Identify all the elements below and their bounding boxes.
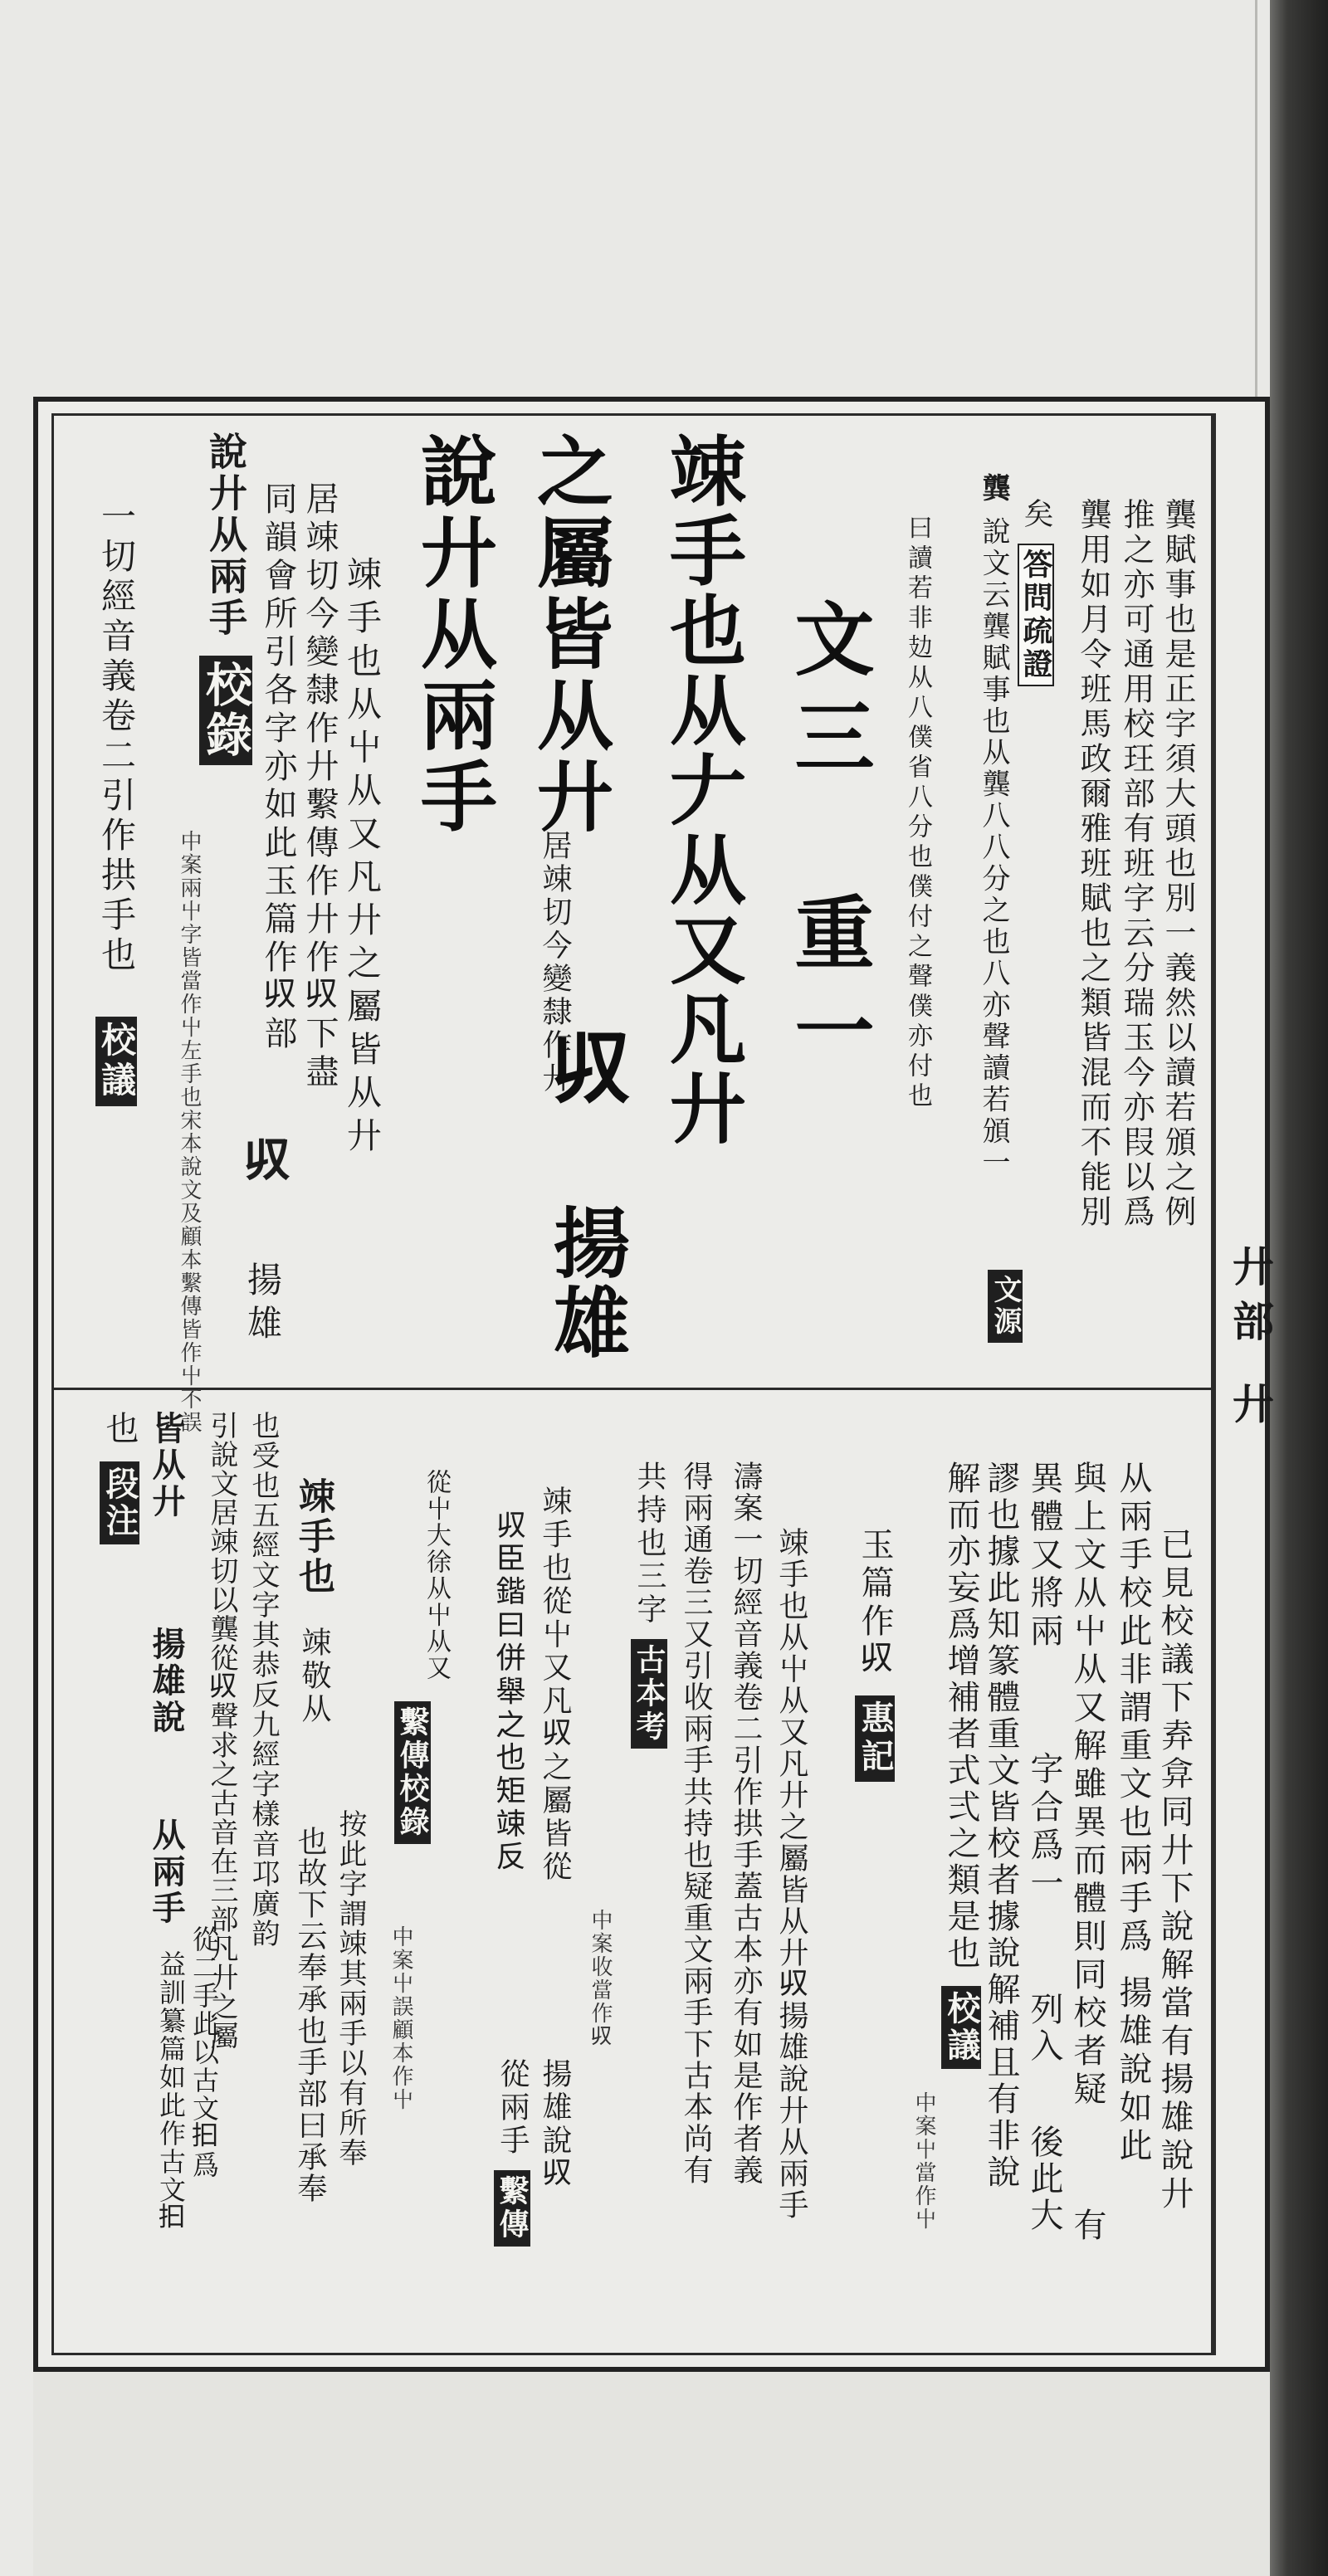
upper-col-m1-head	[300, 481, 339, 1092]
lower-col-r5	[984, 1461, 1018, 2191]
lower-col-r13-note	[390, 1925, 412, 2111]
upper-text-m1: 竦手也从屮从又凡廾之屬皆从廾	[342, 556, 383, 1160]
lower-col-r13-tag	[394, 1701, 431, 1844]
lower-text-r10-note: 中案收當作𠬞	[588, 1909, 613, 2048]
seal-small: 𠬞	[237, 1137, 291, 1187]
lower-text-r15b: 按此字謂竦其兩手以有所奉	[334, 1809, 367, 2168]
lower-text-r17c: 从兩手	[147, 1817, 186, 1927]
lower-text-r7-head: 玉篇作𠬞	[856, 1527, 894, 1680]
upper-big-seal	[541, 1029, 634, 1112]
lower-col-r9	[679, 1461, 713, 2186]
lower-col-r3b	[1068, 2208, 1106, 2244]
lower-col-r13	[422, 1469, 451, 1681]
lower-col-r17b	[147, 1627, 186, 1736]
lower-col-r4d	[1025, 2125, 1063, 2234]
lower-text-r7: 竦手也从屮从又凡廾之屬皆从廾𠬞揚雄說廾从兩手	[774, 1527, 808, 2221]
lower-col-r6	[941, 1461, 981, 2069]
upper-text-r1: 龔賦事也是正字須大頭也別一義然以讀若頒之例	[1160, 498, 1196, 1230]
lower-text-r6-note: 中案屮當作屮	[911, 2091, 936, 2231]
lower-text-r2b: 揚雄說如此	[1114, 1975, 1152, 2166]
seal-gong-large: 𠬞	[541, 1029, 634, 1112]
upper-big-main1	[657, 432, 747, 1149]
upper-r4-head: 矣	[1019, 498, 1053, 531]
main-shuo: 說廾从兩手	[408, 432, 498, 838]
lower-col-r17e	[155, 1950, 187, 2232]
tag-wenyuan: 文源	[988, 1270, 1023, 1343]
lower-text-r17: 皆从廾	[147, 1411, 186, 1520]
upper-col-r2	[1118, 498, 1155, 1230]
margin-label: 廾部 廾	[1226, 1245, 1275, 1437]
seal-gong: 龔	[977, 473, 1010, 505]
upper-text-r2: 推之亦可通用校玨部有班字云分瑞玉今亦叚以爲	[1118, 498, 1155, 1230]
upper-col-r6	[988, 1270, 1023, 1343]
upper-col-m3-note	[178, 830, 200, 1434]
lower-col-r11	[538, 1486, 572, 1884]
lower-col-r7	[776, 1527, 806, 2221]
lower-col-r6-note	[913, 2091, 935, 2231]
lower-text-r4c: 列入	[1025, 1992, 1063, 2065]
upper-col-r3	[1077, 498, 1109, 1230]
lower-text-r4d: 後此大	[1025, 2125, 1063, 2234]
lower-text-r17d: 從二手此以古文𢪏爲	[188, 1925, 220, 2179]
upper-text-m2-tail: 揚雄	[242, 1261, 283, 1348]
upper-col-r4	[1018, 498, 1054, 686]
lower-text-r13-note: 中案屮誤顧本作屮	[388, 1925, 413, 2111]
lower-text-r2: 从兩手校此非謂重文也兩手爲	[1114, 1461, 1152, 1957]
upper-col-m3	[199, 432, 252, 765]
upper-col-m2-tail	[242, 1261, 283, 1348]
upper-text-r5: 曰讀若非攰从八僕省八分也僕付之聲僕亦付也	[903, 515, 932, 1112]
tag-huiji: 惠記	[855, 1695, 895, 1782]
lower-col-r12b	[494, 2058, 530, 2247]
lower-col-r4c	[1025, 1992, 1063, 2065]
lower-col-r15	[247, 1411, 280, 1949]
lower-col-r12	[494, 1510, 524, 1876]
lower-col-r18	[100, 1411, 139, 1544]
main-definition: 竦手也从𠂇从又凡廾	[657, 432, 747, 1149]
upper-text-m3-note: 中案兩屮字皆當作屮左手也宋本說文及顧本繫傳皆作屮不誤	[177, 830, 202, 1434]
upper-col-r7	[905, 515, 930, 1112]
lower-text-r17b: 揚雄說	[147, 1627, 186, 1736]
page-bottom-margin	[33, 2372, 1270, 2576]
main-definition-cont: 之屬皆从廾	[525, 432, 614, 838]
lower-col-r2	[1116, 1461, 1150, 1957]
lower-text-r17e: 益訓纂篇如此作古文𢪏	[155, 1950, 187, 2232]
tag-jiaoyi-lower: 校議	[941, 1986, 981, 2069]
upper-col-m1	[342, 556, 383, 1160]
lower-text-r4b: 字合爲一	[1025, 1751, 1063, 1904]
upper-text-m4: 一切經音義卷二引作拱手也	[96, 498, 137, 976]
lower-col-r7-head	[855, 1527, 895, 1782]
lower-col-r15b	[334, 1809, 367, 2168]
lower-col-r14b	[299, 1627, 329, 1726]
lower-text-r15: 也受也五經文字其恭反九經字樣音邛廣韵	[247, 1411, 280, 1949]
lower-col-r10	[631, 1461, 667, 1749]
upper-text-r4: 說文云龔賦事也从龔八八分之也八亦聲讀若頒一	[977, 516, 1010, 1179]
lower-col-r17c	[147, 1817, 186, 1927]
lower-col-r17d	[188, 1925, 220, 2179]
lower-col-r14c	[295, 1826, 325, 2204]
lower-col-r4b	[1025, 1751, 1063, 1904]
upper-small-seal	[237, 1137, 291, 1187]
section-divider	[51, 1388, 1213, 1390]
lower-text-r14c: 也故下云奉承也手部曰承奉	[293, 1826, 327, 2204]
lower-col-r4	[1025, 1461, 1063, 1651]
upper-col-m4	[95, 498, 137, 1106]
lower-text-r1: 已見校議下弆弇同廾下說解當有揚雄說廾	[1155, 1527, 1194, 2214]
lower-text-r11b: 揚雄說𠬞	[538, 2058, 572, 2191]
upper-col-r5	[979, 473, 1008, 1179]
tag-jiaoyi: 校議	[95, 1017, 137, 1106]
upper-col-m2	[261, 481, 295, 1054]
lower-col-r10-note	[589, 1909, 611, 2048]
lower-col-r1	[1155, 1527, 1194, 2214]
lower-text-r11: 竦手也從屮又凡𠬞之屬皆從	[538, 1486, 572, 1884]
lower-text-r5: 謬也據此知篆體重文皆校者據說解補且有非說	[982, 1461, 1020, 2191]
upper-col-r1	[1162, 498, 1194, 1230]
lower-text-r9: 得兩通卷三又引收兩手共持也疑重文兩手下古本尚有	[679, 1461, 713, 2186]
upper-big-main3	[408, 432, 498, 838]
lower-text-r18: 也	[100, 1411, 139, 1447]
lower-col-r11b	[538, 2058, 572, 2191]
upper-big-yangxiong	[541, 1203, 631, 1363]
upper-text-m2: 同韻會所引各字亦如此玉篇作𠬞部	[259, 481, 297, 1054]
lower-text-r12b: 從兩手	[496, 2058, 530, 2158]
tag-answer: 答問疏證	[1018, 544, 1054, 686]
upper-text-m3: 說廾从兩手	[203, 432, 248, 639]
lower-col-r2b	[1116, 1975, 1150, 2166]
lower-text-r4: 異體又將兩	[1025, 1461, 1063, 1651]
lower-text-r6: 解而亦妄爲增補者式弍之類是也	[942, 1461, 980, 1972]
lower-text-r14b: 竦敬从	[297, 1627, 331, 1726]
upper-text-m1-head: 居竦切今變隸作廾繫傳作廾作𠬞下盡	[300, 481, 339, 1092]
upper-big-wen	[782, 598, 876, 1087]
lower-text-r16: 引說文居竦切以龔從𠬞聲求之古音在三部凡廾之屬	[205, 1411, 238, 2050]
lower-text-r3b: 有	[1068, 2208, 1106, 2244]
lower-text-r8: 濤案一切經音義卷二引作拱手蓋古本亦有如是作者義	[729, 1461, 763, 2186]
upper-text-r3: 龔用如月令班馬政爾雅班賦也之類皆混而不能別	[1075, 498, 1111, 1230]
lower-col-r17	[147, 1411, 186, 1520]
pronunciation-note: 居竦切今變隸作廾	[538, 830, 572, 1095]
tag-jiaolu: 校錄	[199, 656, 252, 765]
lower-text-r10: 共持也三字	[632, 1461, 666, 1627]
lower-text-r12: 𠬞臣鍇曰併舉之也矩竦反	[492, 1510, 526, 1876]
lower-text-r3: 與上文从屮从又解雖異而體則同校者疑	[1068, 1461, 1106, 2110]
lower-col-r8	[729, 1461, 763, 2186]
lower-col-r3	[1068, 1461, 1106, 2110]
lower-text-r14: 竦手也	[292, 1477, 334, 1597]
lower-col-r14	[292, 1477, 334, 1597]
tag-xichuan: 繫傳	[494, 2170, 530, 2247]
tag-xichuan-jiaolu: 繫傳校錄	[394, 1701, 431, 1844]
tag-guben: 古本考	[631, 1639, 667, 1749]
yang-xiong-large: 揚雄	[541, 1203, 631, 1363]
lower-text-r13: 從屮大徐从屮从又	[422, 1469, 451, 1681]
wen-san-zhong-yi: 文三 重一	[782, 598, 876, 1087]
tag-duanzhu: 段注	[100, 1461, 139, 1544]
upper-big-main2	[525, 432, 614, 838]
